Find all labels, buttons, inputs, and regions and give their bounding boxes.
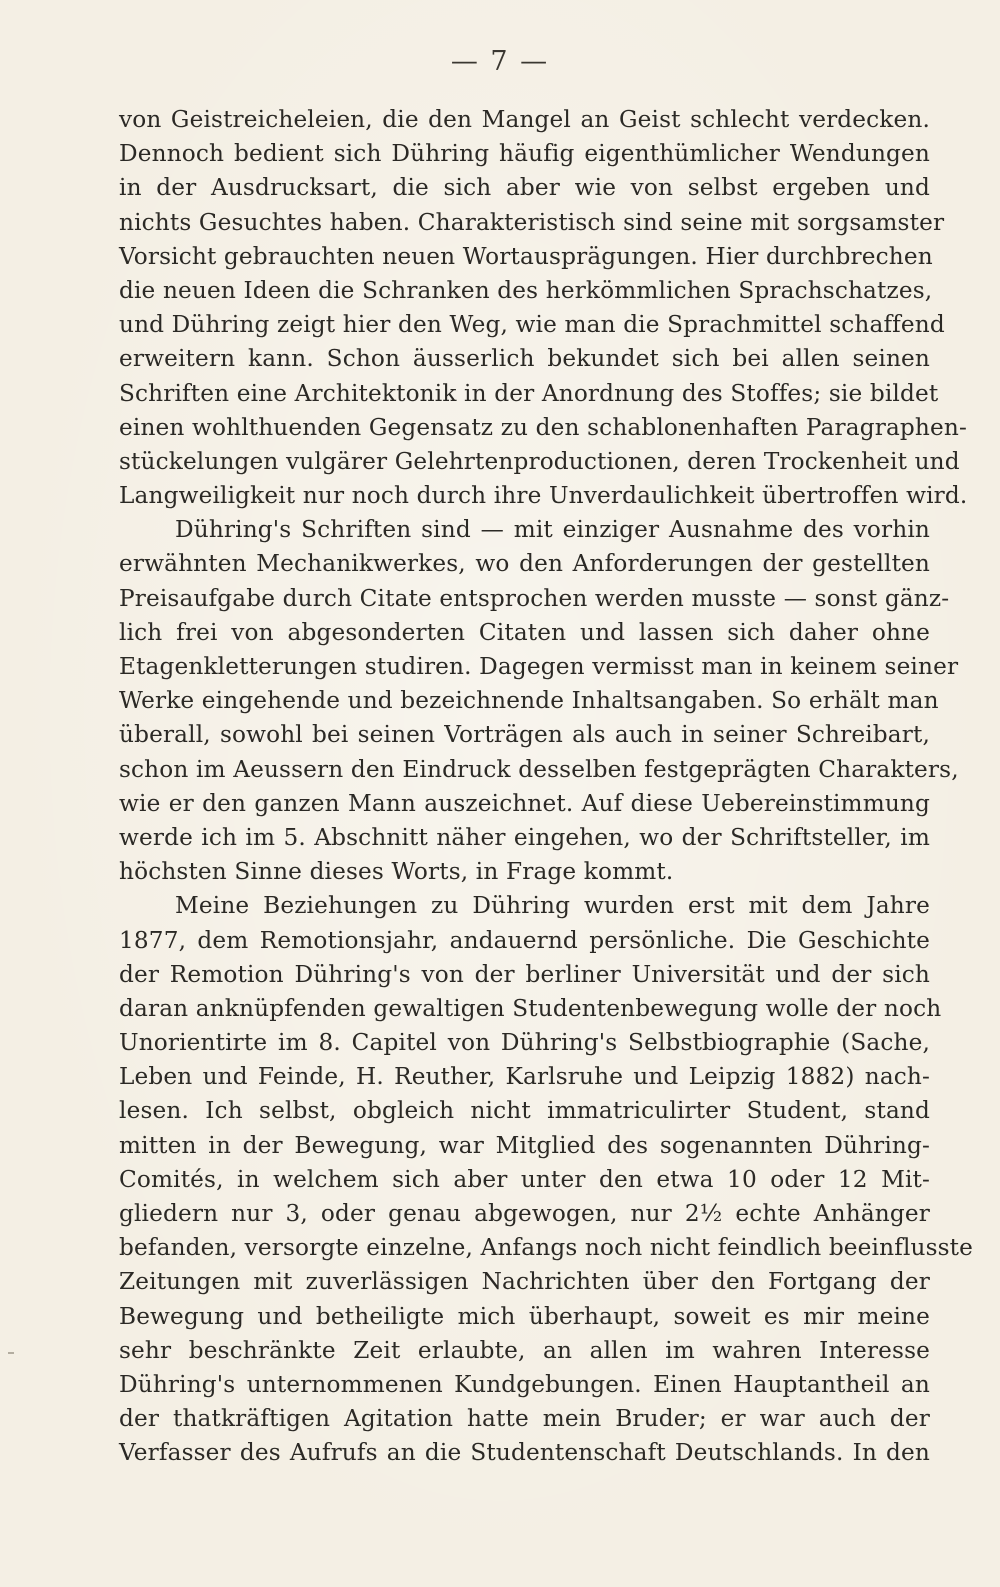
page-number: — 7 —	[450, 46, 550, 77]
text-line: mitten in der Bewegung, war Mitglied des sogenannten Dühring-	[119, 1131, 930, 1159]
text-line: sehr beschränkte Zeit erlaubte, an allen im wahren Interesse	[119, 1336, 930, 1364]
text-line: Comités, in welchem sich aber unter den etwa 10 oder 12 Mit-	[119, 1165, 930, 1193]
text-line: die neuen Ideen die Schranken des herkömmlichen Sprachschatzes,	[119, 276, 933, 304]
text-line: Verfasser des Aufrufs an die Studentenschaft Deutschlands. In den	[119, 1439, 930, 1467]
text-line: der thatkräftigen Agitation hatte mein Bruder; er war auch der	[119, 1405, 930, 1433]
text-line: in der Ausdrucksart, die sich aber wie von selbst ergeben und	[119, 174, 930, 202]
text-line: lesen. Ich selbst, obgleich nicht immatriculirter Student, stand	[119, 1097, 930, 1125]
paper-speck	[8, 1352, 14, 1354]
text-line: Unorientirte im 8. Capitel von Dühring's Selbstbiographie (Sache,	[119, 1029, 930, 1057]
body-text	[119, 103, 974, 1471]
text-line: stückelungen vulgärer Gelehrtenproductionen, deren Trockenheit und	[119, 447, 960, 475]
text-line: Leben und Feinde, H. Reuther, Karlsruhe und Leipzig 1882) nach-	[119, 1063, 930, 1091]
text-line: Preisaufgabe durch Citate entsprochen werden musste — sonst gänz-	[119, 584, 950, 612]
text-line: erwähnten Mechanikwerkes, wo den Anforderungen der gestellten	[119, 550, 930, 578]
text-line: Vorsicht gebrauchten neuen Wortausprägungen. Hier durchbrechen	[119, 242, 933, 270]
text-line: wie er den ganzen Mann auszeichnet. Auf diese Uebereinstimmung	[119, 789, 930, 817]
text-line: lich frei von abgesonderten Citaten und lassen sich daher ohne	[119, 618, 930, 646]
text-line: befanden, versorgte einzelne, Anfangs noch nicht feindlich beeinflusste	[119, 1234, 974, 1262]
text-line: überall, sowohl bei seinen Vorträgen als auch in seiner Schreibart,	[119, 721, 930, 749]
text-line: 1877, dem Remotionsjahr, andauernd persönliche. Die Geschichte	[119, 926, 930, 954]
text-line: Etagenkletterungen studiren. Dagegen vermisst man in keinem seiner	[119, 653, 959, 680]
text-line: Bewegung und betheiligte mich überhaupt, soweit es mir meine	[119, 1302, 930, 1330]
text-line: und Dühring zeigt hier den Weg, wie man die Sprachmittel schaffend	[119, 311, 945, 339]
text-line: Zeitungen mit zuverlässigen Nachrichten über den Fortgang der	[119, 1268, 930, 1296]
text-line: nichts Gesuchtes haben. Charakteristisch sind seine mit sorgsamster	[119, 208, 945, 236]
text-line: der Remotion Dühring's von der berliner Universität und der sich	[119, 960, 930, 988]
text-line: erweitern kann. Schon äusserlich bekundet sich bei allen seinen	[119, 345, 930, 373]
text-line: werde ich im 5. Abschnitt näher eingehen, wo der Schriftsteller, im	[119, 823, 930, 851]
paragraph-start-line: Dühring's Schriften sind — mit einziger Ausnahme des vorhin	[175, 516, 930, 544]
text-line: daran anknüpfenden gewaltigen Studentenbewegung wolle der noch	[119, 994, 942, 1022]
text-line: höchsten Sinne dieses Worts, in Frage kommt.	[119, 858, 674, 886]
paragraph-start-line: Meine Beziehungen zu Dühring wurden erst mit dem Jahre	[175, 892, 930, 920]
text-line: einen wohlthuenden Gegensatz zu den schablonenhaften Paragraphen-	[119, 413, 967, 441]
text-line: Schriften eine Architektonik in der Anordnung des Stoffes; sie bildet	[119, 379, 939, 407]
text-line: gliedern nur 3, oder genau abgewogen, nur 2½ echte Anhänger	[119, 1200, 930, 1227]
text-line: Dennoch bedient sich Dühring häufig eigenthümlicher Wendungen	[119, 140, 930, 168]
text-line: Werke eingehende und bezeichnende Inhaltsangaben. So erhält man	[119, 687, 939, 715]
text-line: von Geistreicheleien, die den Mangel an Geist schlecht verdecken.	[119, 106, 930, 133]
text-line: Dühring's unternommenen Kundgebungen. Einen Hauptantheil an	[119, 1370, 930, 1398]
text-line: schon im Aeussern den Eindruck desselben festgeprägten Charakters,	[119, 755, 959, 783]
text-line: Langweiligkeit nur noch durch ihre Unverdaulichkeit übertroffen wird.	[119, 482, 968, 510]
